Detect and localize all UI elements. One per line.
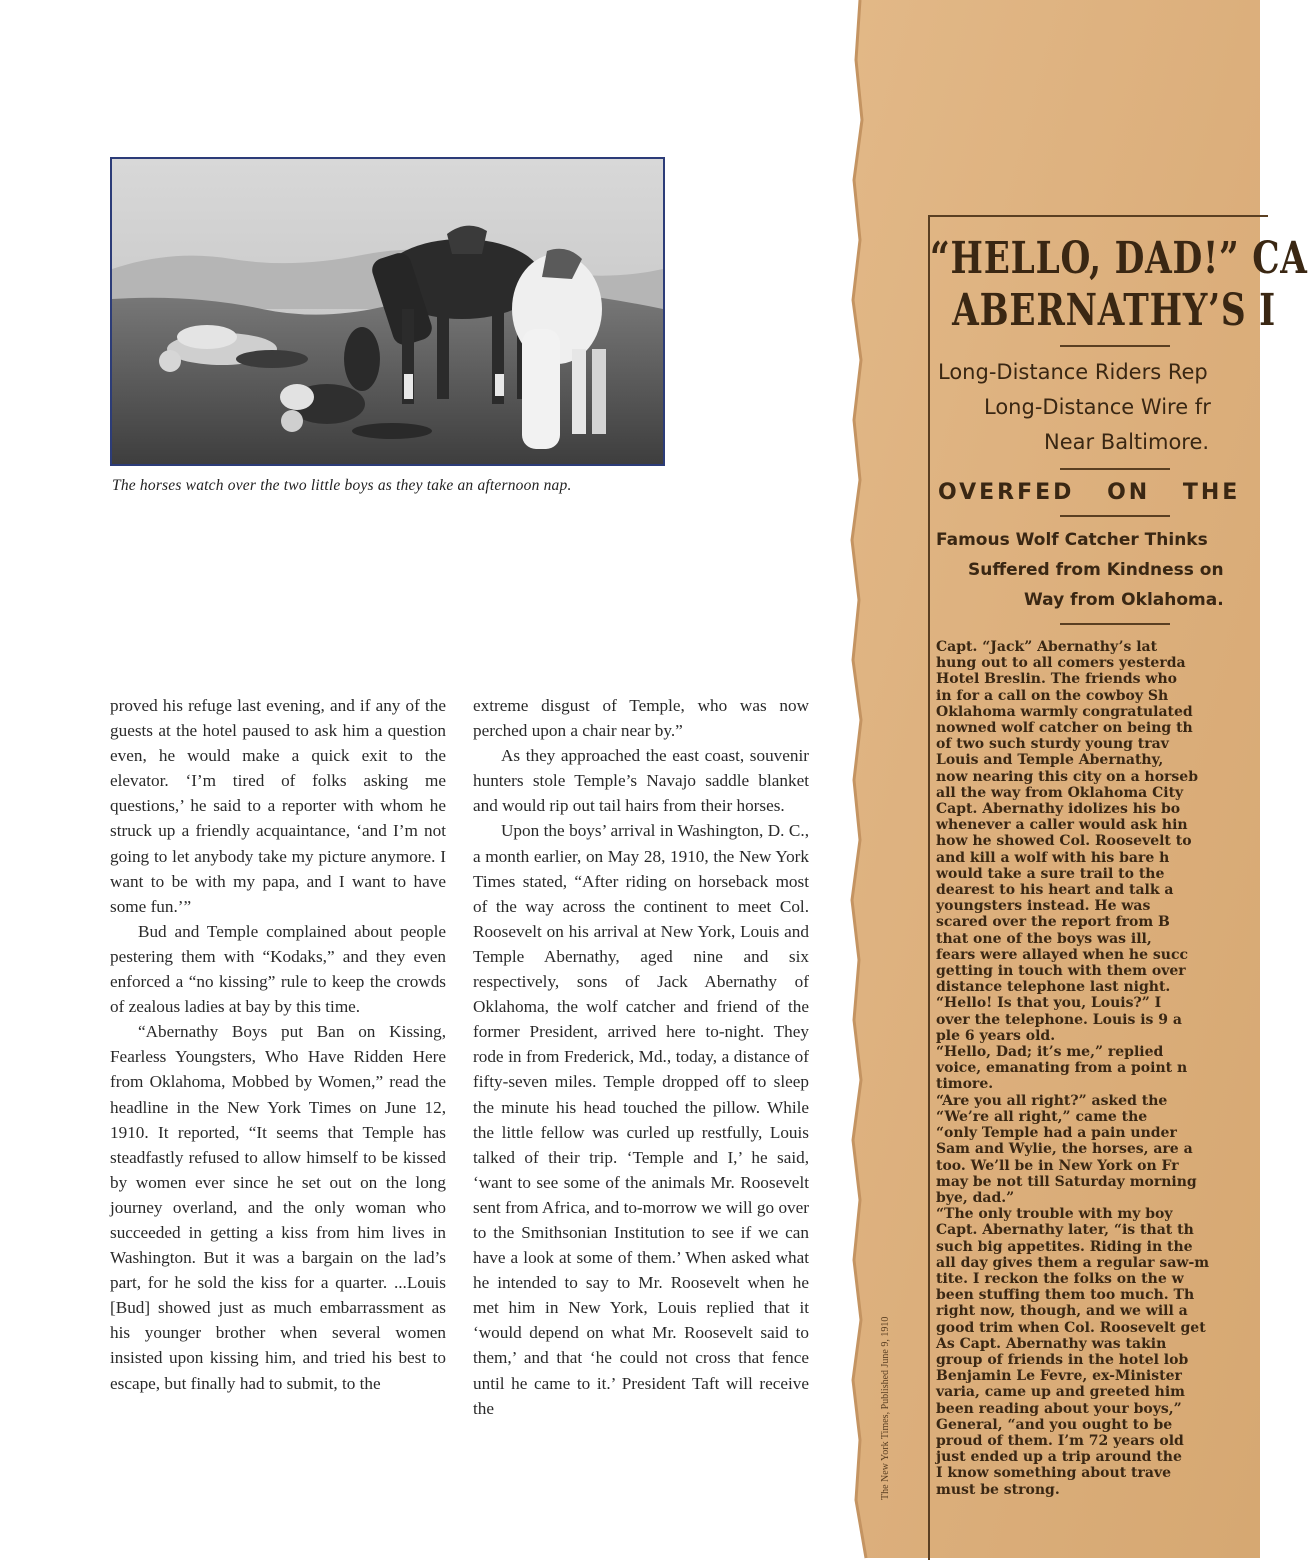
headline-line: ABERNATHY’S I [952, 285, 1276, 336]
story-line: voice, emanating from a point n [936, 1060, 1188, 1077]
story-line: Louis and Temple Abernathy, [936, 752, 1164, 769]
story-line: youngsters instead. He was [936, 898, 1151, 915]
story-line: hung out to all comers yesterda [936, 655, 1186, 672]
story-line: Capt. Abernathy idolizes his bo [936, 801, 1181, 818]
photograph-boys-and-horses [110, 157, 665, 466]
paragraph: extreme disgust of Temple, who was now perched upon a chair near by.” [473, 696, 809, 741]
story-line: nowned wolf catcher on being th [936, 720, 1193, 737]
text-column-right [473, 693, 809, 1421]
clipping-article [928, 215, 1308, 1560]
story-line: bye, dad.” [936, 1189, 1015, 1206]
story-line: in for a call on the cowboy Sh [936, 687, 1169, 704]
story-line: all day gives them a regular saw-m [936, 1254, 1210, 1271]
story-line: must be strong. [936, 1481, 1060, 1498]
clipping-credit: The New York Times, Published June 9, 1910 [880, 1316, 891, 1500]
story-line: “Hello, Dad; it’s me,” replied [936, 1044, 1164, 1061]
text-column-left [110, 693, 446, 1396]
clipping-subhead: OVERFED ON THE [938, 480, 1241, 505]
story-line: distance telephone last night. [936, 979, 1171, 996]
story-line: right now, though, and we will a [936, 1303, 1188, 1320]
paragraph: “Abernathy Boys put Ban on Kissing, Fearless Youngsters, Who Have Ridden Here from Oklahoma, Mobbed by Women,” read the headline in the New York Times on June 12, 1910. It reported, “It seems that Temple has steadfastly refused to allow himself to be kissed by women ever since he set out on the long journey overland, and the only woman who succeeded in getting a kiss from him lives in Washington. But it was a bargain on the lad’s part, for he sold the kiss for a quarter. ...Louis [Bud] showed just as much embarrassment as his younger brother when several women insisted upon kissing him, and tried his best to escape, but finally had to submit, to the [110, 1022, 446, 1393]
deck-line: Way from Oklahoma. [1024, 590, 1224, 610]
photo-caption: The horses watch over the two little boys as they take an afternoon nap. [112, 477, 572, 494]
story-line: Capt. Abernathy later, “is that th [936, 1222, 1194, 1239]
paragraph: proved his refuge last evening, and if any of the guests at the hotel paused to ask him a question even, he would make a quick exit to the elevator. ‘I’m tired of folks asking me questions,’ he said to a reporter with whom he struck up a friendly acquaintance, ‘and I’m not going to let anybody take my picture anymore. I want to be with my papa, and I want to have some fun.’” [110, 696, 446, 916]
story-line: whenever a caller would ask hin [936, 817, 1188, 834]
clipping-headline [930, 233, 1308, 337]
story-line: I know something about trave [936, 1465, 1171, 1482]
deck-line: Long-Distance Riders Rep [938, 360, 1208, 384]
story-line: all the way from Oklahoma City [936, 784, 1184, 801]
story-line: how he showed Col. Roosevelt to [936, 833, 1192, 850]
story-line: “The only trouble with my boy [936, 1206, 1173, 1223]
story-line: “We’re all right,” came the [936, 1108, 1148, 1125]
story-line: such big appetites. Riding in the [936, 1238, 1193, 1255]
story-line: As Capt. Abernathy was takin [936, 1335, 1167, 1352]
deck-line: Near Baltimore. [1044, 430, 1210, 454]
clipping-story-text [936, 639, 1290, 1498]
story-line: of two such sturdy young trav [936, 736, 1169, 753]
story-line: proud of them. I’m 72 years old [936, 1432, 1184, 1449]
story-line: varia, came up and greeted him [936, 1384, 1185, 1401]
story-line: too. We’ll be in New York on Fr [936, 1157, 1179, 1174]
story-line: scared over the report from B [936, 914, 1170, 931]
story-line: Benjamin Le Fevre, ex-Minister [936, 1368, 1182, 1385]
story-line: Sam and Wylie, the horses, are a [936, 1141, 1193, 1158]
story-line: over the telephone. Louis is 9 a [936, 1011, 1182, 1028]
story-line: timore. [936, 1076, 994, 1093]
deck-line: Famous Wolf Catcher Thinks [936, 530, 1208, 550]
story-line: just ended up a trip around the [936, 1449, 1182, 1466]
paragraph: Upon the boys’ arrival in Washington, D. C., a month earlier, on May 28, 1910, the New York Times stated, “After riding on horseback most of the way across the continent to meet Col. Roosevelt on his arrival at New York, Louis and Temple Abernathy, aged nine and six respectively, sons of Jack Abernathy of Oklahoma, the wolf catcher and friend of the former President, arrived here to-night. They rode in from Frederick, Md., today, a distance of fifty-seven miles. Temple dropped off to sleep the minute his head touched the pillow. While the little fellow was curled up restfully, Louis talked of their trip. ‘Temple and I,’ he said, ‘want to see some of the animals Mr. Roosevelt sent from Africa, and to-morrow we will go over to the Smithsonian Institution to see if we can have a look at some of them.’ When asked what he intended to say to Mr. Roosevelt when he met him in New York, Louis replied that it ‘would depend on what Mr. Roosevelt said to them,’ and that ‘he could not cross that fence until he came to it.’ President Taft will receive the [473, 821, 809, 1418]
story-line: getting in touch with them over [936, 963, 1186, 980]
deck-line: Suffered from Kindness on [968, 560, 1224, 580]
divider [1060, 345, 1170, 347]
divider [1060, 468, 1170, 470]
story-line: good trim when Col. Roosevelt get [936, 1319, 1206, 1336]
story-line: been reading about your boys,” [936, 1400, 1182, 1417]
story-line: Capt. “Jack” Abernathy’s lat [936, 639, 1158, 655]
story-line: “only Temple had a pain under [936, 1125, 1177, 1142]
deck-line: Long-Distance Wire fr [984, 395, 1211, 419]
story-line: tite. I reckon the folks on the w [936, 1270, 1184, 1287]
clipping-deck-secondary [930, 525, 1290, 615]
divider [1060, 515, 1170, 517]
story-line: may be not till Saturday morning [936, 1173, 1197, 1190]
clipping-deck [930, 355, 1290, 460]
story-line: “Hello! Is that you, Louis?” I [936, 995, 1162, 1012]
divider [1060, 623, 1170, 625]
story-line: been stuffing them too much. Th [936, 1287, 1195, 1304]
story-line: that one of the boys was ill, [936, 930, 1152, 947]
paragraph: As they approached the east coast, souvenir hunters stole Temple’s Navajo saddle blanket and would rip out tail hairs from their horses. [473, 746, 809, 816]
story-line: ple 6 years old. [936, 1027, 1056, 1044]
story-line: now nearing this city on a horseb [936, 768, 1198, 785]
story-line: “Are you all right?” asked the [936, 1092, 1168, 1109]
paragraph: Bud and Temple complained about people pestering them with “Kodaks,” and they even enforced a “no kissing” rule to keep the crowds of zealous ladies at bay by this time. [110, 921, 446, 1017]
story-line: General, “and you ought to be [936, 1416, 1173, 1433]
story-line: fears were allayed when he succ [936, 946, 1188, 963]
story-line: Oklahoma warmly congratulated [936, 703, 1193, 720]
story-line: and kill a wolf with his bare h [936, 849, 1170, 866]
headline-line: “HELLO, DAD!” CA [930, 233, 1308, 284]
story-line: group of friends in the hotel lob [936, 1351, 1189, 1368]
story-line: Hotel Breslin. The friends who [936, 671, 1177, 688]
story-line: would take a sure trail to the [936, 865, 1165, 882]
story-line: dearest to his heart and talk a [936, 882, 1174, 899]
